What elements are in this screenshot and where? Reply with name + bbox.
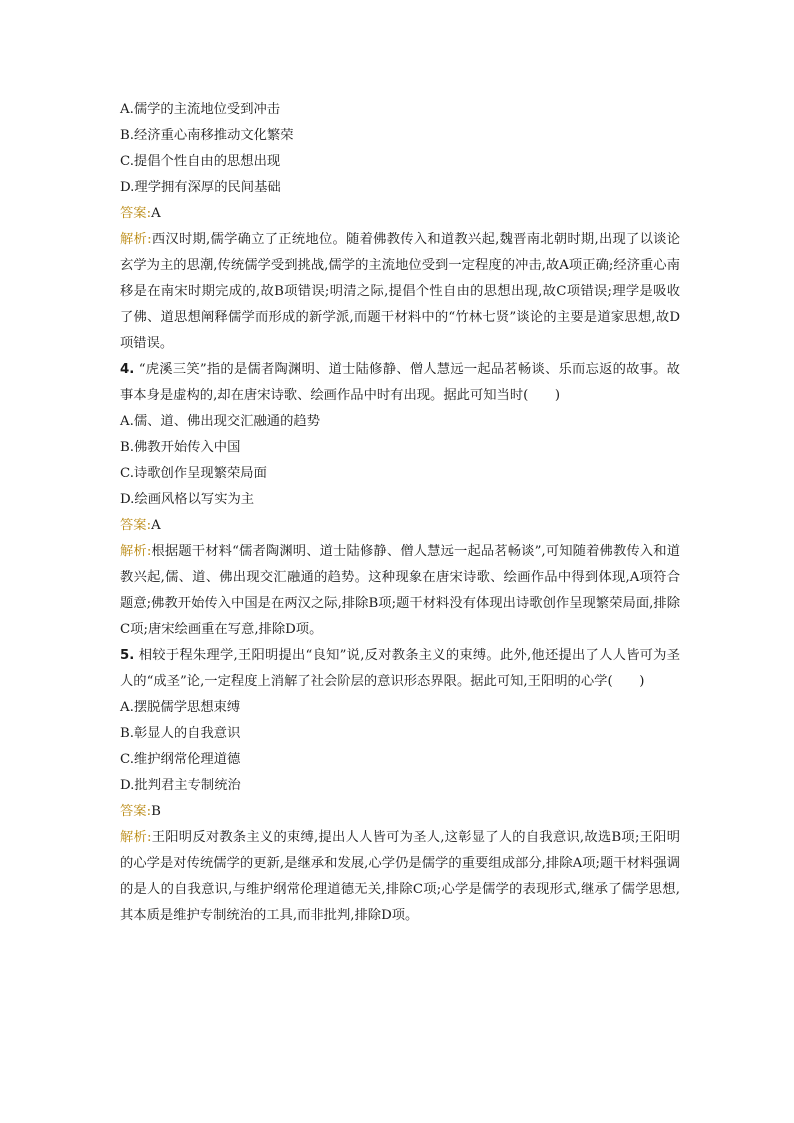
answer-value: A [151,206,161,221]
answer-label: 答案: [120,518,152,533]
question-4 [120,357,680,643]
option-c: C.提倡个性自由的思想出现 [120,154,281,169]
analysis-label: 解析: [120,544,152,559]
option-a: A.儒、道、佛出现交汇融通的趋势 [120,414,320,429]
option-c: C.维护纲常伦理道德 [120,752,241,767]
analysis-paragraph [120,825,680,929]
answer-line [120,201,680,227]
analysis-paragraph [120,227,680,357]
question-number: 5. [120,648,135,663]
answer-line [120,799,680,825]
option-d: D.理学拥有深厚的民间基础 [120,180,281,195]
option-b: B.彰显人的自我意识 [120,726,241,741]
analysis-text: 王阳明反对教条主义的束缚,提出人人皆可为圣人,这彰显了人的自我意识,故选B项;王阳明的心学是对传统儒学的更新,是继承和发展,心学仍是儒学的重要组成部分,排除A项;题干材料强调的是人的自我意识,与维护纲常伦理道德无关,排除C项;心学是儒学的表现形式,继承了儒学思想,其本质是维护专制统治的工具,而非批判,排除D项。 [120,830,680,923]
question-stem [120,357,680,409]
option-b: B.佛教开始传入中国 [120,440,241,455]
question-3 [120,97,680,357]
option-d: D.绘画风格以写实为主 [120,492,255,507]
question-text: 相较于程朱理学,王阳明提出“良知”说,反对教条主义的束缚。此外,他还提出了人人皆可为圣人的“成圣”论,一定程度上消解了社会阶层的意识形态界限。据此可知,王阳明的心学( ) [120,648,680,689]
answer-line [120,513,680,539]
option-d: D.批判君主专制统治 [120,778,241,793]
option-a: A.儒学的主流地位受到冲击 [120,102,281,117]
option-b: B.经济重心南移推动文化繁荣 [120,128,294,143]
analysis-text: 西汉时期,儒学确立了正统地位。随着佛教传入和道教兴起,魏晋南北朝时期,出现了以谈论玄学为主的思潮,传统儒学受到挑战,儒学的主流地位受到一定程度的冲击,故A项正确;经济重心南移是在南宋时期完成的,故B项错误;明清之际,提倡个性自由的思想出现,故C项错误;理学是吸收了佛、道思想阐释儒学而形成的新学派,而题干材料中的“竹林七贤”谈论的主要是道家思想,故D项错误。 [120,232,680,351]
question-number: 4. [120,362,135,377]
analysis-label: 解析: [120,830,152,845]
answer-label: 答案: [120,804,152,819]
option-c: C.诗歌创作呈现繁荣局面 [120,466,267,481]
analysis-paragraph [120,539,680,643]
question-stem [120,643,680,695]
document-page [120,97,680,929]
answer-value: B [151,804,161,819]
option-a: A.摆脱儒学思想束缚 [120,700,241,715]
question-5 [120,643,680,929]
analysis-text: 根据题干材料“儒者陶渊明、道士陆修静、僧人慧远一起品茗畅谈”,可知随着佛教传入和道教兴起,儒、道、佛出现交汇融通的趋势。这种现象在唐宋诗歌、绘画作品中得到体现,A项符合题意;佛教开始传入中国是在两汉之际,排除B项;题干材料没有体现出诗歌创作呈现繁荣局面,排除C项;唐宋绘画重在写意,排除D项。 [120,544,680,637]
analysis-label: 解析: [120,232,152,247]
answer-label: 答案: [120,206,152,221]
answer-value: A [151,518,161,533]
question-text: “虎溪三笑”指的是儒者陶渊明、道士陆修静、僧人慧远一起品茗畅谈、乐而忘返的故事。故事本身是虚构的,却在唐宋诗歌、绘画作品中时有出现。据此可知当时( ) [120,362,680,403]
